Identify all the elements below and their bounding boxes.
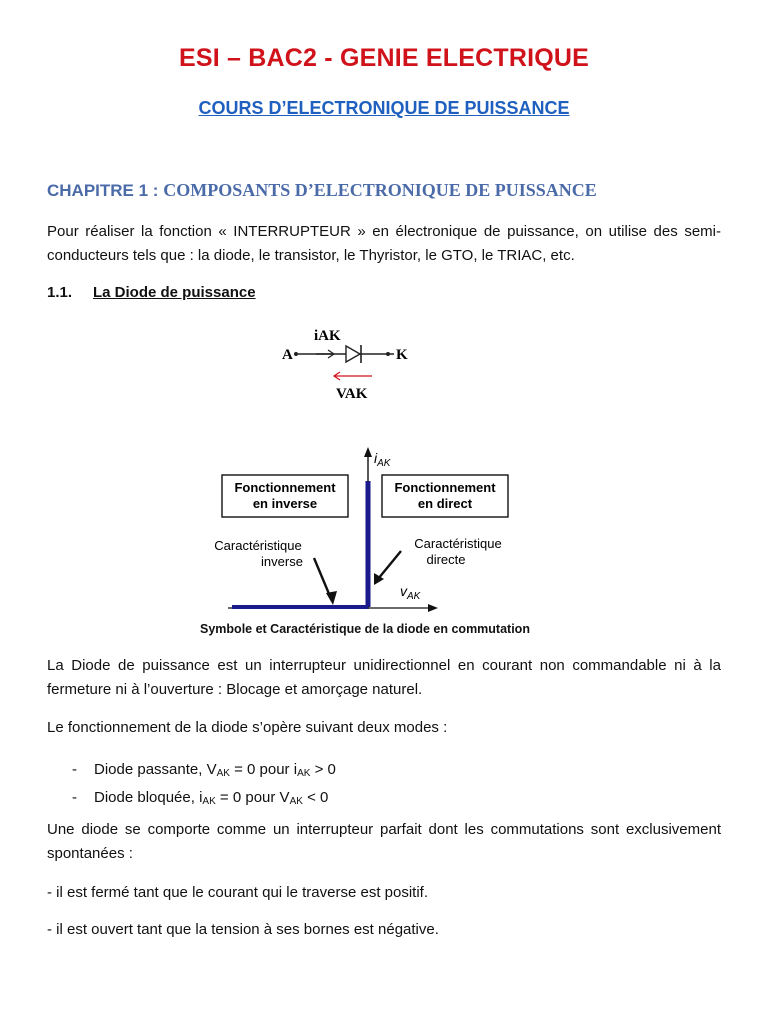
- diode-definition-paragraph: La Diode de puissance est un interrupteur unidirectionnel en courant non commandable ni à la fermeture ni à l’ouverture : Blocage et amorçage naturel.: [47, 657, 721, 698]
- axis-y-label: i: [374, 450, 378, 466]
- chapter-title: COMPOSANTS D’ELECTRONIQUE DE PUISSANCE: [163, 180, 597, 200]
- box-inverse-line1: Fonctionnement: [234, 480, 336, 495]
- box-direct-line1: Fonctionnement: [394, 480, 496, 495]
- open-condition-paragraph: - il est ouvert tant que la tension à ses bornes est négative.: [47, 921, 439, 938]
- modes-list: [72, 758, 336, 814]
- axis-y-sub: AK: [377, 458, 391, 469]
- perfect-switch-paragraph: Une diode se comporte comme un interrupteur parfait dont les commutations sont exclusivement spontanées :: [47, 821, 721, 862]
- chapter-heading: [47, 180, 597, 201]
- intro-paragraph: Pour réaliser la fonction « INTERRUPTEUR » en électronique de puissance, on utilise des semi-conducteurs tels que : la diode, le transistor, le Thyristor, le GTO, le TRIAC, etc.: [47, 223, 721, 264]
- diode-triangle: [346, 346, 360, 362]
- section-title: La Diode de puissance: [93, 284, 256, 301]
- symbol-voltage-label: VAK: [336, 386, 368, 402]
- list-item: - Diode passante, $V_{AK} = 0$ pour $i_{AK} > 0$: [72, 761, 336, 779]
- diode-symbol-figure: [276, 322, 426, 404]
- symbol-current-label: iAK: [314, 328, 341, 344]
- course-subtitle: COURS D’ELECTRONIQUE DE PUISSANCE: [198, 98, 570, 118]
- box-direct-line2: en direct: [417, 496, 473, 511]
- section-heading: [47, 284, 256, 301]
- document-title: ESI – BAC2 - GENIE ELECTRIQUE: [178, 44, 590, 72]
- section-number: 1.1.: [47, 284, 73, 301]
- svg-text:iAK: [374, 450, 392, 469]
- axis-x-label: v: [400, 583, 407, 599]
- diode-characteristic-figure: [196, 445, 536, 617]
- symbol-anode-label: A: [282, 347, 293, 363]
- pointer-direct: [378, 551, 401, 579]
- symbol-cathode-label: K: [396, 347, 408, 363]
- figure-caption: Symbole et Caractéristique de la diode en commutation: [200, 622, 530, 636]
- label-inverse-line2: inverse: [261, 554, 303, 569]
- closed-condition-paragraph: - il est fermé tant que le courant qui le traverse est positif.: [47, 884, 429, 901]
- modes-intro-paragraph: Le fonctionnement de la diode s’opère suivant deux modes :: [47, 719, 448, 736]
- label-direct-line2: directe: [426, 552, 466, 567]
- list-item: - Diode bloquée, $i_{AK} = 0$ pour $V_{AK} < 0$: [72, 789, 329, 807]
- chapter-label: CHAPITRE 1 :: [47, 181, 159, 200]
- label-inverse-line1: Caractéristique: [214, 538, 302, 553]
- box-inverse-line2: en inverse: [252, 496, 318, 511]
- label-direct-line1: Caractéristique: [414, 536, 502, 551]
- svg-text:vAK: [400, 583, 422, 602]
- axis-x-sub: AK: [407, 591, 421, 602]
